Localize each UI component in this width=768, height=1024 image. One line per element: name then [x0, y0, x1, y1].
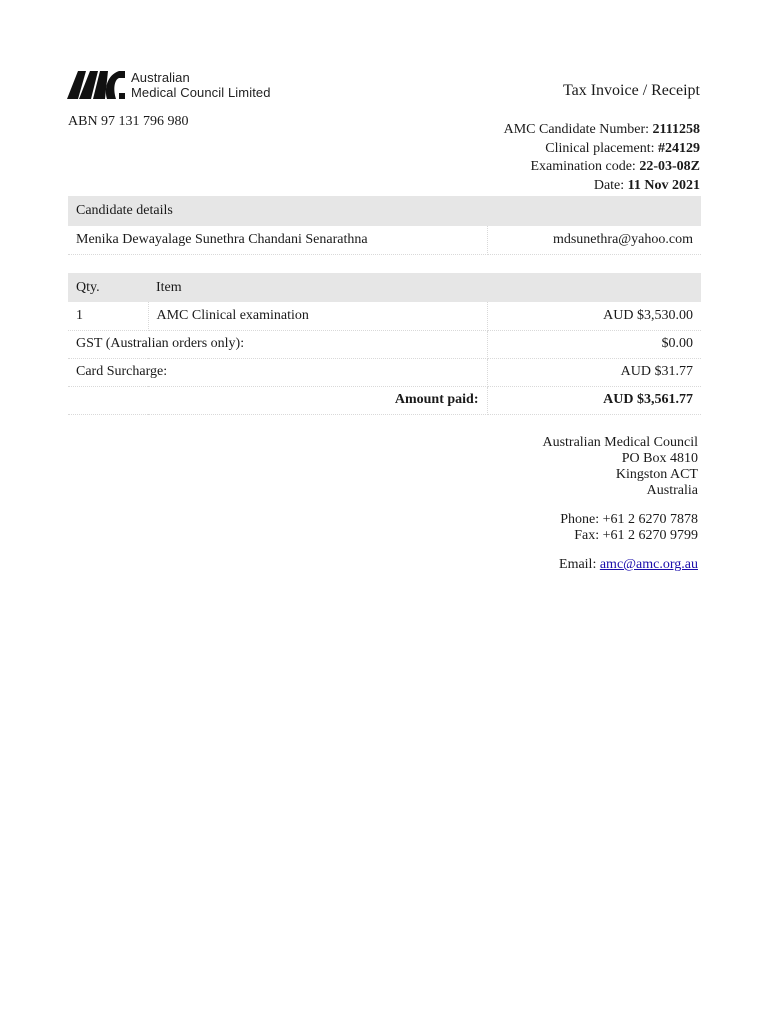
candidate-table — [68, 196, 701, 255]
exam-code: 22-03-08Z — [639, 159, 700, 174]
gst-amount: $0.00 — [487, 330, 701, 358]
total-label: Amount paid: — [68, 386, 487, 414]
candidate-number-line — [504, 121, 700, 140]
candidate-number: 2111258 — [652, 122, 700, 137]
contact-phone: Phone: +61 2 6270 7878 — [560, 512, 698, 527]
exam-code-label: Examination code: — [530, 159, 640, 174]
item-header: Item — [148, 273, 487, 302]
qty-header: Qty. — [68, 273, 148, 302]
items-table-header — [68, 273, 701, 302]
table-row — [68, 330, 701, 358]
org-name-line1: Australian — [131, 70, 190, 85]
table-row — [68, 302, 701, 330]
org-name-line2: Medical Council Limited — [131, 85, 271, 100]
table-row — [68, 386, 701, 414]
item-qty: 1 — [68, 302, 148, 330]
candidate-email: mdsunethra@yahoo.com — [487, 226, 701, 254]
abn-number: ABN 97 131 796 980 — [68, 114, 189, 129]
invoice-date: 11 Nov 2021 — [627, 177, 700, 193]
contact-pobox: PO Box 4810 — [621, 451, 698, 466]
table-row — [68, 358, 701, 386]
placement-line — [504, 140, 700, 159]
candidate-name: Menika Dewayalage Sunethra Chandani Senarathna — [68, 226, 487, 254]
candidate-table-header — [68, 196, 701, 226]
table-row — [68, 226, 701, 254]
candidate-number-label: AMC Candidate Number: — [503, 122, 653, 137]
invoice-meta — [504, 121, 700, 195]
contact-country: Australia — [646, 483, 698, 498]
total-amount: AUD $3,561.77 — [487, 386, 701, 414]
item-description: AMC Clinical examination — [148, 302, 487, 330]
placement-number: #24129 — [658, 140, 700, 156]
items-table — [68, 273, 701, 415]
candidate-details-header: Candidate details — [68, 196, 487, 226]
surcharge-label: Card Surcharge: — [68, 358, 487, 386]
contact-fax: Fax: +61 2 6270 9799 — [574, 528, 698, 543]
amc-logo — [67, 68, 287, 102]
date-line — [504, 177, 700, 196]
org-name — [131, 70, 271, 100]
contact-email-line — [542, 557, 698, 573]
contact-address — [542, 435, 698, 573]
contact-email-label: Email: — [559, 557, 600, 572]
contact-org: Australian Medical Council — [542, 435, 698, 450]
document-title: Tax Invoice / Receipt — [562, 82, 700, 99]
gst-label: GST (Australian orders only): — [68, 330, 487, 358]
date-label: Date: — [593, 177, 628, 193]
exam-code-line — [504, 158, 700, 177]
contact-city: Kingston ACT — [615, 467, 698, 482]
amc-logo-icon — [67, 70, 125, 100]
contact-email-link[interactable]: amc@amc.org.au — [599, 557, 698, 572]
item-amount: AUD $3,530.00 — [487, 302, 701, 330]
surcharge-amount: AUD $31.77 — [487, 358, 701, 386]
placement-label: Clinical placement: — [545, 140, 658, 156]
